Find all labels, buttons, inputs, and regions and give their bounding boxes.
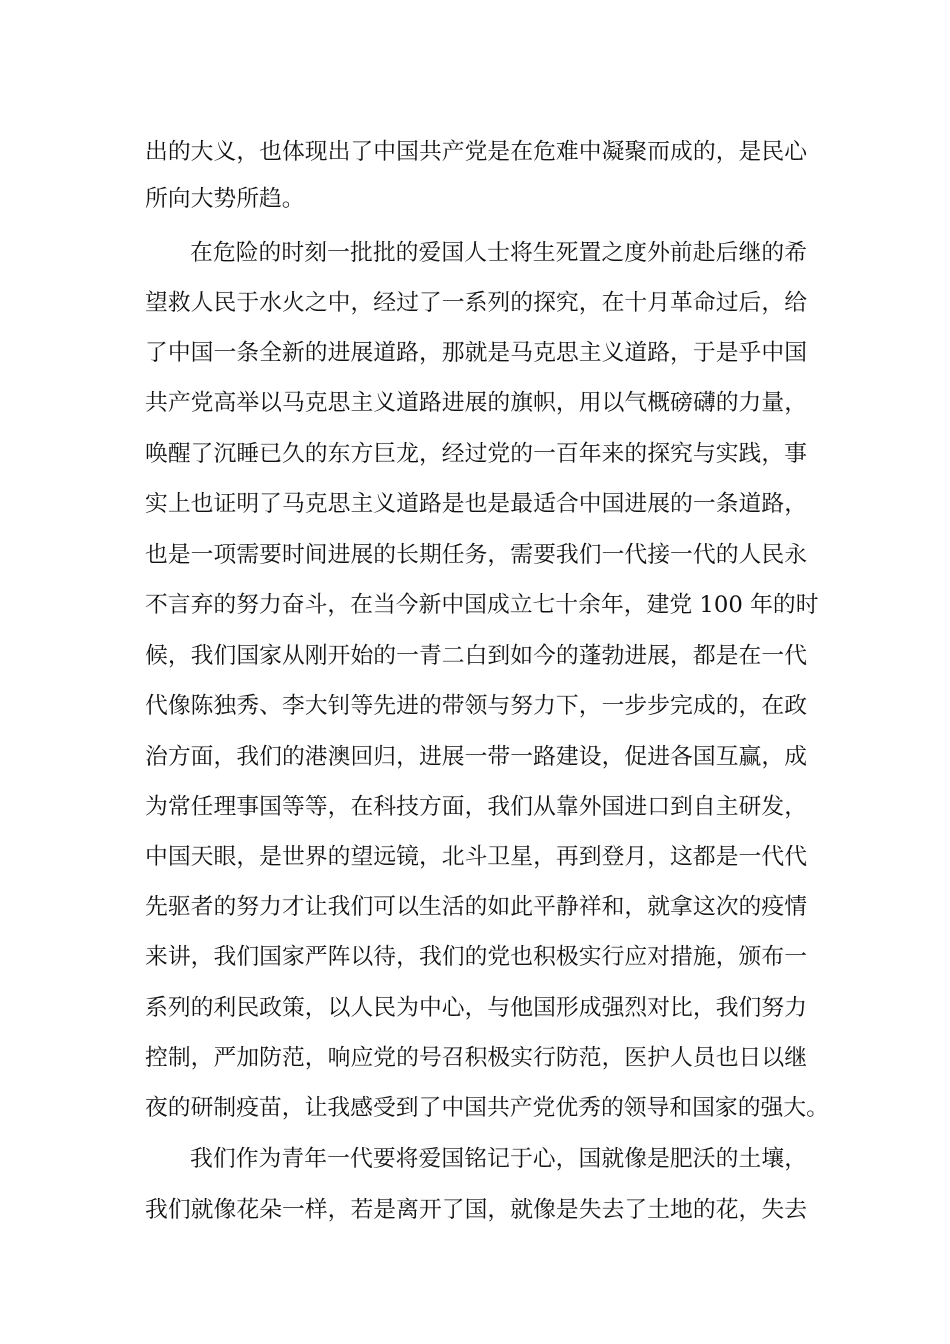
text-line: 来讲，我们国家严阵以待，我们的党也积极实行应对措施，颁布一 [145,944,807,970]
text-line: 所向大势所趋。 [145,186,305,212]
text-line: 在危险的时刻一批批的爱国人士将生死置之度外前赴后继的希 [190,240,807,266]
text-line: 夜的研制疫苗，让我感受到了中国共产党优秀的领导和国家的强大。 [145,1095,829,1121]
text-line: 也是一项需要时间进展的长期任务，需要我们一代接一代的人民永 [145,542,807,568]
text-line: 不言弃的努力奋斗，在当今新中国成立七十余年，建党 100 年的时 [145,592,819,618]
text-line: 代像陈独秀、李大钊等先进的带领与努力下，一步步完成的，在政 [145,693,807,719]
text-line: 候，我们国家从刚开始的一青二白到如今的蓬勃进展，都是在一代 [145,643,807,669]
text-line: 中国天眼，是世界的望远镜，北斗卫星，再到登月，这都是一代代 [145,844,807,870]
text-line: 系列的利民政策，以人民为中心，与他国形成强烈对比，我们努力 [145,995,807,1021]
text-line: 治方面，我们的港澳回归，进展一带一路建设，促进各国互赢，成 [145,744,807,770]
text-line: 了中国一条全新的进展道路，那就是马克思主义道路，于是乎中国 [145,340,807,366]
text-line: 望救人民于水火之中，经过了一系列的探究，在十月革命过后，给 [145,290,807,316]
text-line: 控制，严加防范，响应党的号召积极实行防范，医护人员也日以继 [145,1045,807,1071]
text-line: 我们就像花朵一样，若是离开了国，就像是失去了土地的花，失去 [145,1197,807,1223]
text-line: 共产党高举以马克思主义道路进展的旗帜，用以气概磅礴的力量， [145,390,807,416]
text-line: 出的大义，也体现出了中国共产党是在危难中凝聚而成的，是民心 [145,139,807,165]
text-line: 为常任理事国等等，在科技方面，我们从靠外国进口到自主研发， [145,794,807,820]
text-line: 先驱者的努力才让我们可以生活的如此平静祥和，就拿这次的疫情 [145,894,807,920]
text-line: 我们作为青年一代要将爱国铭记于心，国就像是肥沃的土壤， [190,1146,807,1172]
text-line: 唤醒了沉睡已久的东方巨龙，经过党的一百年来的探究与实践，事 [145,441,807,467]
text-line: 实上也证明了马克思主义道路是也是最适合中国进展的一条道路， [145,491,807,517]
